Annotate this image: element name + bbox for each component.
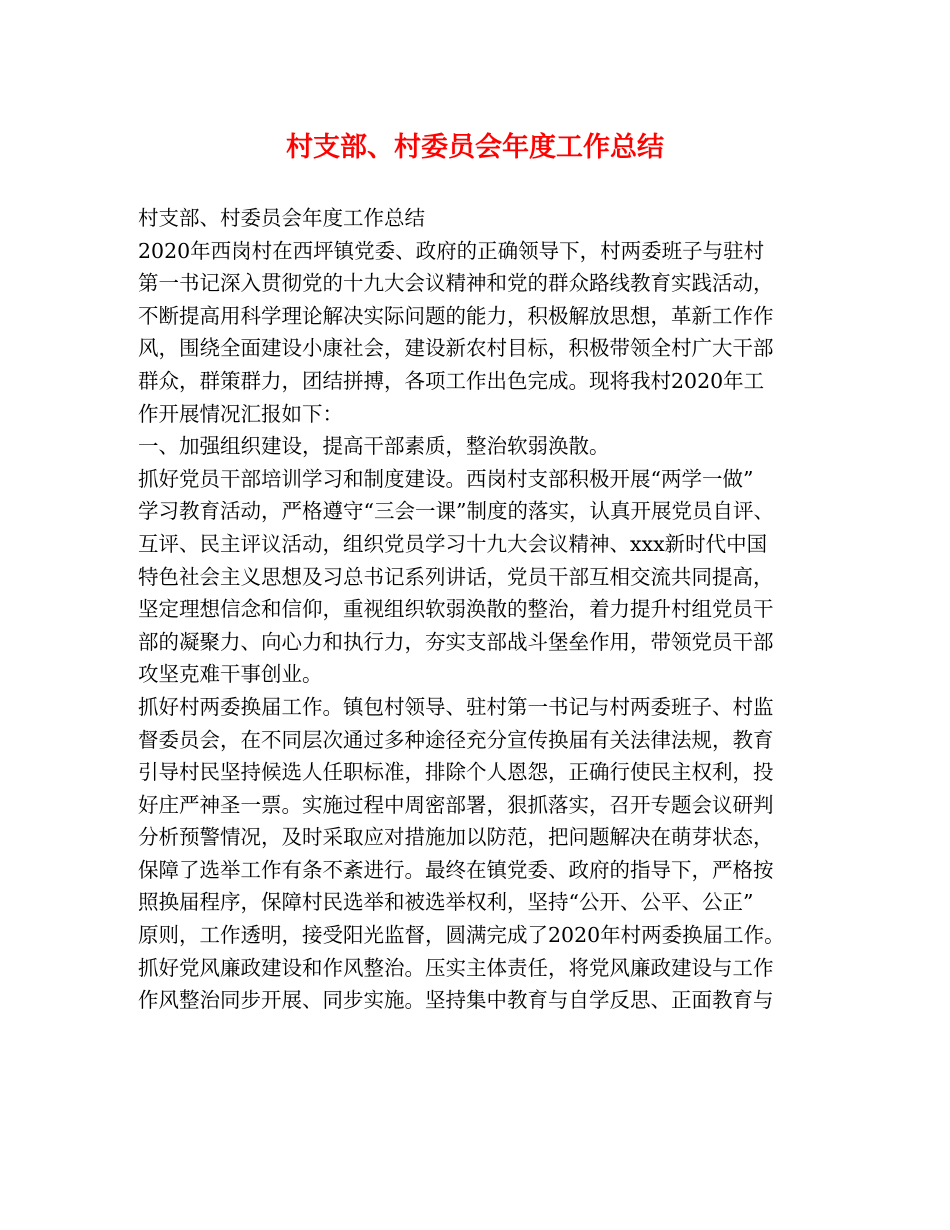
body-line: 风，围绕全面建设小康社会，建设新农村目标，积极带领全村广大干部 [138,336,774,361]
body-line: 坚定理想信念和信仰，重视组织软弱涣散的整治，着力提升村组党员干 [138,597,774,622]
body-line: 保障了选举工作有条不紊进行。最终在镇党委、政府的指导下，严格按 [138,857,774,882]
body-line: 督委员会，在不同层次通过多种途径充分宣传换届有关法律法规，教育 [138,727,774,752]
body-line: 照换届程序，保障村民选举和被选举权利，坚持“公开、公平、公正” [138,890,754,915]
body-line: 好庄严神圣一票。实施过程中周密部署，狠抓落实，召开专题会议研判 [138,792,774,817]
body-line: 不断提高用科学理论解决实际问题的能力，积极解放思想，革新工作作 [138,303,774,328]
body-line: 抓好党风廉政建设和作风整治。压实主体责任，将党风廉政建设与工作 [138,955,774,980]
body-line: 学习教育活动，严格遵守“三会一课”制度的落实，认真开展党员自评、 [138,499,774,524]
section-heading: 一、加强组织建设，提高干部素质，整治软弱涣散。 [138,434,610,459]
body-line: 第一书记深入贯彻党的十九大会议精神和党的群众路线教育实践活动， [138,271,774,296]
body-line: 分析预警情况，及时采取应对措施加以防范，把问题解决在萌芽状态， [138,825,774,850]
body-line: 抓好党员干部培训学习和制度建设。西岗村支部积极开展“两学一做” [138,466,754,491]
body-line: 部的凝聚力、向心力和执行力，夯实支部战斗堡垒作用，带领党员干部 [138,629,774,654]
document-body [138,202,828,1017]
body-line: 原则，工作透明，接受阳光监督，圆满完成了2020年村两委换届工作。 [138,923,785,948]
body-line: 村支部、村委员会年度工作总结 [138,206,425,230]
body-line: 引导村民坚持候选人任职标准，排除个人恩怨，正确行使民主权利，投 [138,760,774,785]
body-line: 作风整治同步开展、同步实施。坚持集中教育与自学反思、正面教育与 [138,988,774,1013]
document-title: 村支部、村委员会年度工作总结 [286,132,664,163]
body-line: 特色社会主义思想及习总书记系列讲话，党员干部互相交流共同提高， [138,564,774,589]
body-line: 作开展情况汇报如下： [138,401,343,426]
body-line: 抓好村两委换届工作。镇包村领导、驻村第一书记与村两委班子、村监 [138,694,774,719]
body-line: 2020年西岗村在西坪镇党委、政府的正确领导下，村两委班子与驻村 [138,238,765,263]
body-line: 互评、民主评议活动，组织党员学习十九大会议精神、xxx新时代中国 [138,531,768,556]
body-line: 群众，群策群力，团结拼搏，各项工作出色完成。现将我村2020年工 [138,368,765,393]
body-line: 攻坚克难干事创业。 [138,662,323,687]
